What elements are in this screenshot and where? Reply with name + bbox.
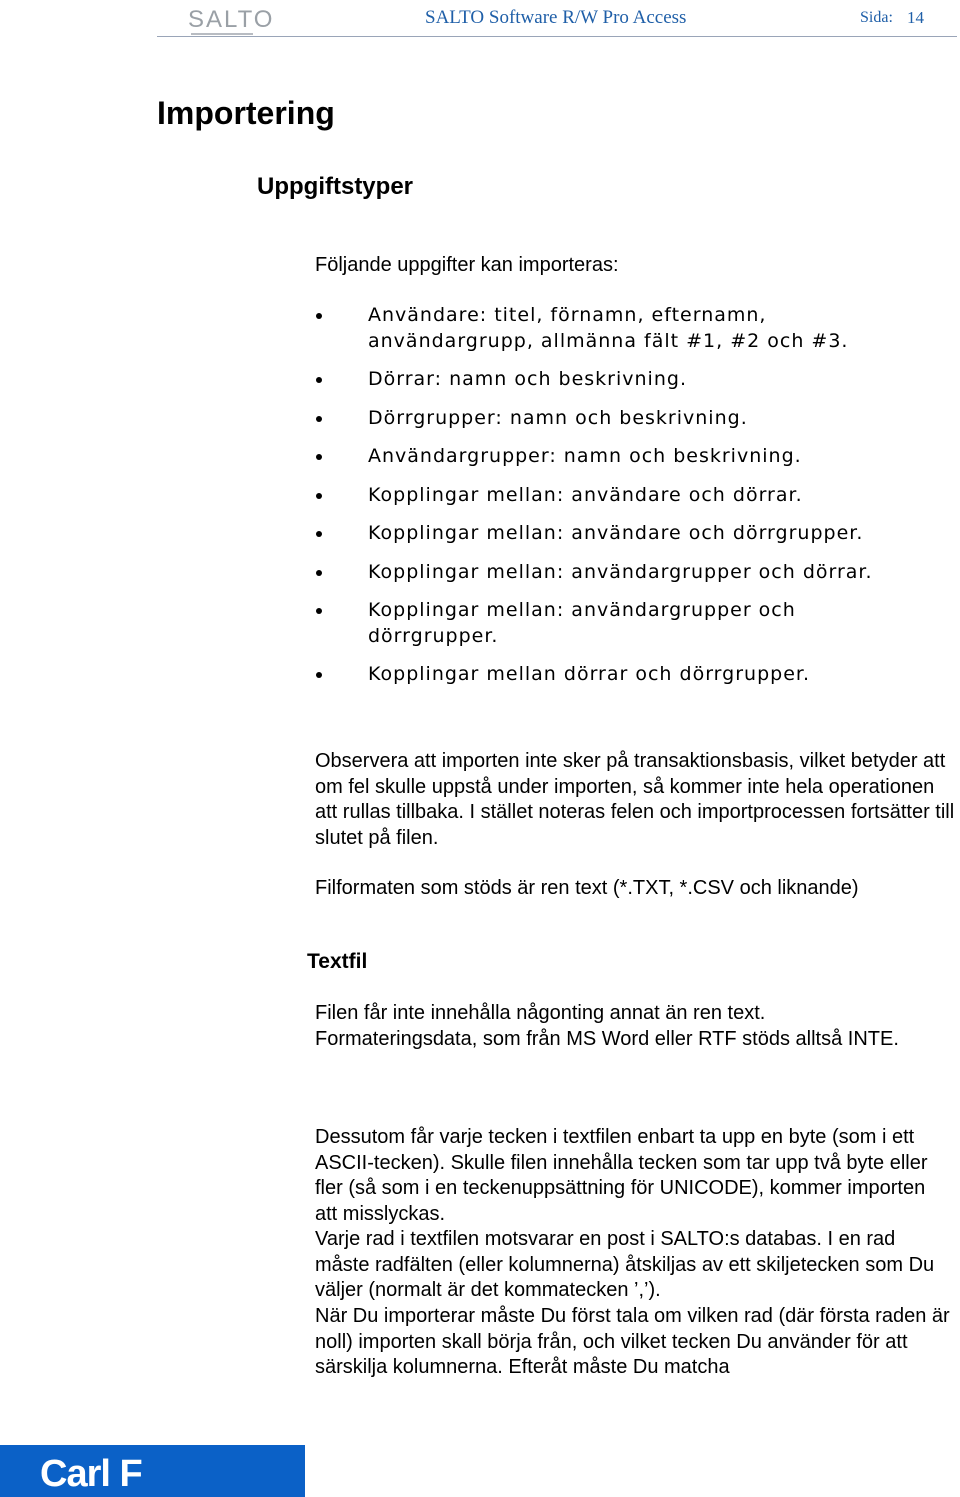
subsection-title: Uppgiftstyper	[257, 173, 413, 200]
salto-logo	[188, 6, 275, 36]
paragraph-dessutom: Dessutom får varje tecken i textfilen enbart ta upp en byte (som i ett ASCII-tecken). Skulle filen innehålla tecken som tar upp två byte eller fler (så som i en teckenuppsättning för UNICODE), kommer importen att misslyckas.	[315, 1126, 928, 1225]
paragraph-textfil: Filen får inte innehålla någonting annat än ren text. Formateringsdata, som från MS Word eller RTF stöds alltså INTE.	[315, 1002, 899, 1050]
paragraph-varje-rad: Varje rad i textfilen motsvarar en post i SALTO:s databas. I en rad måste radfälten (eller kolumnerna) åtskiljas av ett skiljetecken som Du väljer (normalt är det kommatecken ’,’).	[315, 1228, 935, 1301]
list-item: Kopplingar mellan: användargrupper och dörrar.	[315, 560, 875, 586]
logo-underline	[191, 33, 253, 35]
bullet-icon	[316, 377, 322, 383]
list-item: Användargrupper: namn och beskrivning.	[315, 444, 875, 470]
bullet-icon	[316, 416, 322, 422]
paragraph-observera: Observera att importen inte sker på transaktionsbasis, vilket betyder att om fel skulle uppstå under importen, så kommer inte hela operationen att rullas tillbaka. I stället noteras felen och importprocessen fortsätter till slutet på filen.	[315, 750, 955, 849]
bullet-icon	[316, 493, 322, 499]
bullet-icon	[316, 570, 322, 576]
bullet-icon	[316, 608, 322, 614]
textfil-heading: Textfil	[307, 950, 368, 973]
list-item: Användare: titel, förnamn, efternamn, användargrupp, allmänna fält #1, #2 och #3.	[315, 303, 875, 354]
bullet-icon	[316, 531, 322, 537]
carl-f-logo-text: Carl F	[40, 1453, 142, 1495]
page-number: 14	[907, 8, 924, 27]
salto-logo-text: SALTO	[188, 6, 275, 33]
bullet-icon	[316, 672, 322, 678]
list-item: Kopplingar mellan: användargrupper och dörrgrupper.	[315, 598, 875, 649]
paragraph-filformat: Filformaten som stöds är ren text (*.TXT, *.CSV och liknande)	[315, 877, 859, 899]
paragraph-nar-du: När Du importerar måste Du först tala om vilken rad (där första raden är noll) importen skall börja från, och vilket tecken Du använder för att särskilja kolumnerna. Efteråt måste Du matcha	[315, 1305, 950, 1378]
list-item: Kopplingar mellan: användare och dörrar.	[315, 483, 875, 509]
list-item: Kopplingar mellan: användare och dörrgrupper.	[315, 521, 875, 547]
list-item: Dörrgrupper: namn och beskrivning.	[315, 406, 875, 432]
bullet-icon	[316, 454, 322, 460]
document-title: SALTO Software R/W Pro Access	[425, 7, 687, 28]
section-title: Importering	[157, 95, 335, 131]
bullet-icon	[316, 313, 322, 319]
page-label: Sida:	[860, 9, 893, 26]
import-types-list	[315, 303, 875, 688]
list-item: Dörrar: namn och beskrivning.	[315, 367, 875, 393]
list-item: Kopplingar mellan dörrar och dörrgrupper.	[315, 662, 875, 688]
carl-f-logo	[0, 1445, 305, 1497]
intro-text: Följande uppgifter kan importeras:	[315, 254, 619, 276]
header-divider	[157, 36, 957, 37]
